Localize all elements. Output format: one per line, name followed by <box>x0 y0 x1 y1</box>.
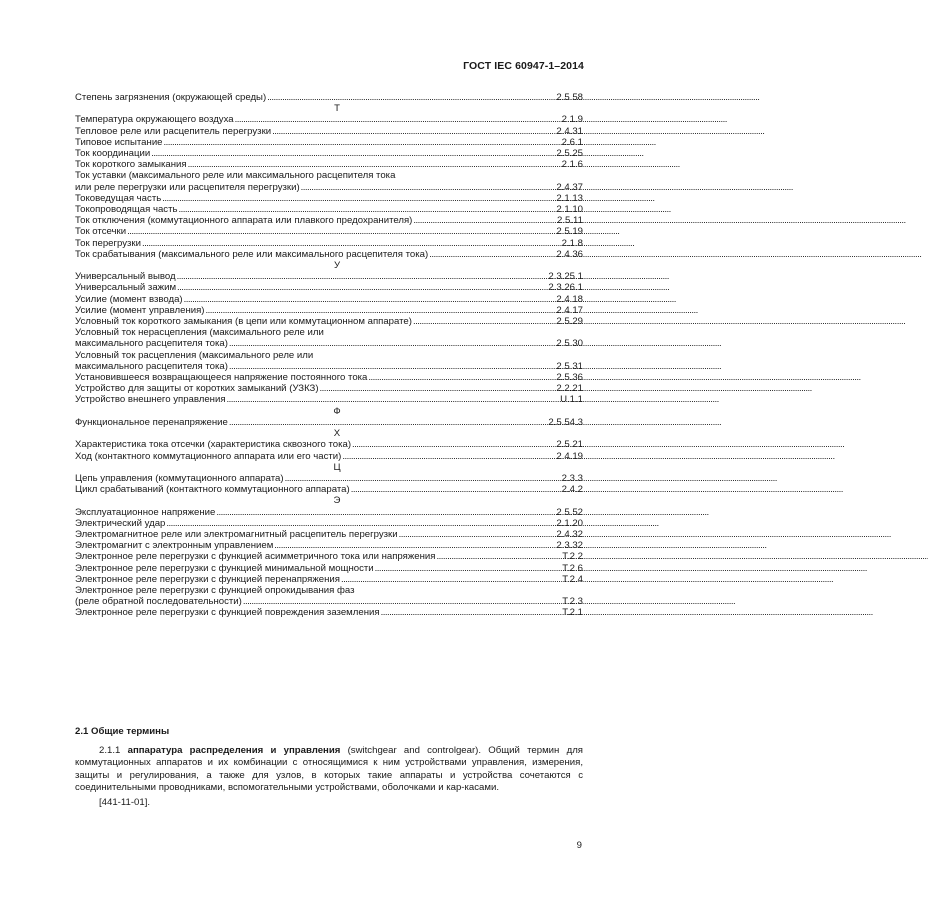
index-term: Электронное реле перегрузки с функцией минимальной мощности <box>75 562 374 574</box>
dot-leader <box>352 439 555 450</box>
index-letter-heading: Э <box>333 495 341 507</box>
dot-leader <box>342 451 555 462</box>
index-entry <box>75 350 583 372</box>
para-term: аппаратура распределения и управления <box>127 744 341 756</box>
index-term: Степень загрязнения (окружающей среды) <box>75 92 267 103</box>
reference-text: [441-11-01]. <box>99 796 151 808</box>
dot-leader <box>127 226 555 237</box>
index-entry <box>75 529 583 540</box>
index-clause-ref: Т.2.1 <box>562 607 583 619</box>
index-term: Температура окружающего воздуха <box>75 114 234 126</box>
index-term: Универсальный вывод <box>75 271 176 283</box>
dot-leader <box>229 338 555 349</box>
index-clause-ref: 2.1.8 <box>561 237 583 249</box>
index-entry <box>75 170 583 192</box>
index-entry <box>75 451 583 462</box>
index-clause-ref: U.1.1 <box>560 394 583 406</box>
index-term: Электронное реле перегрузки с функцией перенапряжения <box>75 573 340 585</box>
index-clause-ref: 2.6.1 <box>561 136 583 148</box>
dot-leader <box>178 204 555 215</box>
index-term: (реле обратной последовательности) <box>75 596 242 608</box>
dot-leader <box>413 316 555 327</box>
index-term: Усилие (момент взвода) <box>75 293 183 305</box>
index-clause-ref: 2.4.19 <box>556 450 583 462</box>
index-term: максимального расцепителя тока) <box>75 338 228 350</box>
index-clause-ref: 2.5.54.3 <box>548 416 583 428</box>
index-clause-ref: 2.1.9 <box>561 114 583 126</box>
index-term: Цепь управления (коммутационного аппарата) <box>75 472 284 484</box>
index-entry <box>75 585 583 607</box>
index-entry-first-line: Электронное реле перегрузки с функцией опрокидывания фаз <box>75 584 355 596</box>
index-clause-ref: 2.4.17 <box>556 304 583 316</box>
index-clause-ref: 2.4.18 <box>556 293 583 305</box>
index-term: Электрический удар <box>75 517 166 529</box>
index-entry <box>75 226 583 237</box>
index-entry <box>75 238 583 249</box>
index-entry <box>75 126 583 137</box>
dot-leader <box>188 159 561 170</box>
dot-leader <box>381 607 562 618</box>
index-term: Ток срабатывания (максимального реле или максимального расцепителя тока) <box>75 248 429 260</box>
index-term: Ток отключения (коммутационного аппарата или плавкого предохранителя) <box>75 215 413 227</box>
index-entry <box>75 159 583 170</box>
index-entry <box>75 507 583 518</box>
dot-leader <box>216 507 555 518</box>
dot-leader <box>166 518 555 529</box>
dot-leader <box>229 361 555 372</box>
dot-leader <box>320 383 556 394</box>
dot-leader <box>151 148 555 159</box>
index-letter-heading: Ф <box>333 405 341 417</box>
index-letter-heading: У <box>333 260 341 272</box>
index-clause-ref: 2.5.19 <box>556 226 583 238</box>
para-number: 2.1.1 <box>99 744 121 756</box>
index-clause-ref: 2.5.25 <box>556 148 583 160</box>
index-term: или реле перегрузки или расцепителя перегрузки) <box>75 181 300 193</box>
index-entry <box>75 294 583 305</box>
index-entry <box>75 305 583 316</box>
dot-leader <box>375 563 562 574</box>
index-term: Устройство внешнего управления <box>75 394 226 406</box>
dot-leader <box>399 529 556 540</box>
dot-leader <box>368 372 555 383</box>
dot-leader <box>272 126 555 137</box>
general-terms-section <box>75 726 583 810</box>
index-entry <box>75 563 583 574</box>
index-entry <box>75 249 583 260</box>
index-entry <box>75 473 583 484</box>
index-clause-ref: 2.5.30 <box>556 338 583 350</box>
index-clause-ref: Т.2.6 <box>562 562 583 574</box>
dot-leader <box>177 282 547 293</box>
index-entry <box>75 607 583 618</box>
index-term: Универсальный зажим <box>75 282 177 294</box>
index-clause-ref: 2.1.13 <box>556 192 583 204</box>
dot-leader <box>274 540 555 551</box>
index-entry <box>75 282 583 293</box>
index-clause-ref: 2.4.2 <box>561 484 583 496</box>
dot-leader <box>164 137 561 148</box>
index-clause-ref: 2.4.37 <box>556 181 583 193</box>
index-clause-ref: 2.5.52 <box>556 506 583 518</box>
index-clause-ref: 2.3.32 <box>556 540 583 552</box>
index-term: Типовое испытание <box>75 136 163 148</box>
index-entry <box>75 518 583 529</box>
index-term: Эксплуатационное напряжение <box>75 506 216 518</box>
index-entry <box>75 394 583 405</box>
index-term: максимального расцепителя тока) <box>75 360 228 372</box>
index-term: Ток координации <box>75 148 151 160</box>
index-clause-ref: Т.2.4 <box>562 573 583 585</box>
index-term: Электромагнитное реле или электромагнитный расцепитель перегрузки <box>75 528 398 540</box>
para-text: (switchgear and controlgear). Общий термин для коммутационных аппаратов и их комбинации с относящимися к ним устройствами управления, измерения, защиты и регулирования, а также для узлов, в которых такие аппараты и устройства сочетаются с соединительными проводниками, вспомогательными устройствами, оболочками и кар-касами. <box>75 744 583 794</box>
index-entry <box>75 316 583 327</box>
index-clause-ref: 2.5.11 <box>557 215 583 227</box>
dot-leader <box>229 417 547 428</box>
index-entry <box>75 204 583 215</box>
index-clause-ref: 2.4.32 <box>556 528 583 540</box>
index-entry <box>75 372 583 383</box>
dot-leader <box>301 182 556 193</box>
index-term: Тепловое реле или расцепитель перегрузки <box>75 125 272 137</box>
index-clause-ref: Т.2.3 <box>562 596 583 608</box>
index-entry <box>75 383 583 394</box>
index-term: Ток короткого замыкания <box>75 159 187 171</box>
dot-leader <box>285 473 561 484</box>
index-term: Цикл срабатываний (контактного коммутационного аппарата) <box>75 484 350 496</box>
index-entry <box>75 417 583 428</box>
index-term: Устройство для защиты от коротких замыканий (УЗКЗ) <box>75 383 319 395</box>
index-clause-ref: 2.5.29 <box>556 316 583 328</box>
index-term: Функциональное перенапряжение <box>75 416 228 428</box>
index-entry <box>75 137 583 148</box>
index-entry <box>75 484 583 495</box>
index-term: Электронное реле перегрузки с функцией асимметричного тока или напряжения <box>75 551 436 563</box>
index-clause-ref: 2.3.25.1 <box>548 271 583 283</box>
index-entry-first-line: Условный ток нерасцепления (максимального реле или <box>75 327 324 339</box>
index-term: Токоведущая часть <box>75 192 162 204</box>
index-clause-ref: 2.3.26.1 <box>548 282 583 294</box>
dot-leader <box>413 215 556 226</box>
index-clause-ref: Т.2.2 <box>562 551 583 563</box>
index-clause-ref: 2.4.31 <box>556 125 583 137</box>
dot-leader <box>436 551 561 562</box>
index-term: Ход (контактного коммутационного аппарата или его части) <box>75 450 342 462</box>
index-entry <box>75 551 583 562</box>
index-clause-ref: 2.5.36 <box>556 372 583 384</box>
dot-leader <box>341 574 561 585</box>
dot-leader <box>429 249 555 260</box>
dot-leader <box>235 114 561 125</box>
index-clause-ref: 2.1.6 <box>561 159 583 171</box>
index-clause-ref: 2.2.21 <box>556 383 583 395</box>
dot-leader <box>243 596 561 607</box>
index-entry-first-line: Условный ток расцепления (максимального реле или <box>75 349 314 361</box>
index-term: Токопроводящая часть <box>75 204 178 216</box>
index-term: Условный ток короткого замыкания (в цепи или коммутационном аппарате) <box>75 316 412 328</box>
dot-leader <box>142 238 561 249</box>
index-term: Усилие (момент управления) <box>75 304 205 316</box>
index-entry <box>75 540 583 551</box>
index-term: Ток перегрузки <box>75 237 141 249</box>
index-term: Характеристика тока отсечки (характеристика сквозного тока) <box>75 439 352 451</box>
dot-leader <box>227 394 560 405</box>
alphabetical-index <box>75 92 583 619</box>
index-term: Электронное реле перегрузки с функцией повреждения заземления <box>75 607 380 619</box>
index-clause-ref: 2.1.10 <box>556 204 583 216</box>
index-clause-ref: 2.3.3 <box>561 472 583 484</box>
index-entry <box>75 574 583 585</box>
index-letter-heading: Т <box>334 103 340 115</box>
index-entry <box>75 271 583 282</box>
index-term: Электромагнит с электронным управлением <box>75 540 274 552</box>
dot-leader <box>267 92 555 103</box>
index-clause-ref: 2.5.31 <box>556 360 583 372</box>
index-entry <box>75 193 583 204</box>
dot-leader <box>177 271 548 282</box>
term-definition-paragraph <box>75 745 583 795</box>
dot-leader <box>206 305 556 316</box>
index-term: Ток отсечки <box>75 226 127 238</box>
index-entry <box>75 92 583 103</box>
section-title: 2.1 Общие термины <box>75 726 170 737</box>
index-term: Установившееся возвращающееся напряжение постоянного тока <box>75 372 368 384</box>
index-entry <box>75 327 583 349</box>
index-letter-heading: Х <box>333 428 341 440</box>
index-entry-first-line: Ток уставки (максимального реле или максимального расцепителя тока <box>75 170 396 182</box>
index-entry <box>75 439 583 450</box>
dot-leader <box>184 294 556 305</box>
dot-leader <box>351 484 561 495</box>
iev-reference <box>75 797 583 810</box>
dot-leader <box>162 193 555 204</box>
index-clause-ref: 2.5.58 <box>556 92 583 103</box>
index-clause-ref: 2.4.36 <box>556 248 583 260</box>
index-entry <box>75 114 583 125</box>
page-header: ГОСТ IEC 60947-1–2014 <box>463 60 584 72</box>
index-entry <box>75 148 583 159</box>
index-clause-ref: 2.1.20 <box>556 517 583 529</box>
page-number: 9 <box>576 840 582 851</box>
index-entry <box>75 215 583 226</box>
index-letter-heading: Ц <box>333 461 341 473</box>
index-clause-ref: 2.5.21 <box>556 439 583 451</box>
